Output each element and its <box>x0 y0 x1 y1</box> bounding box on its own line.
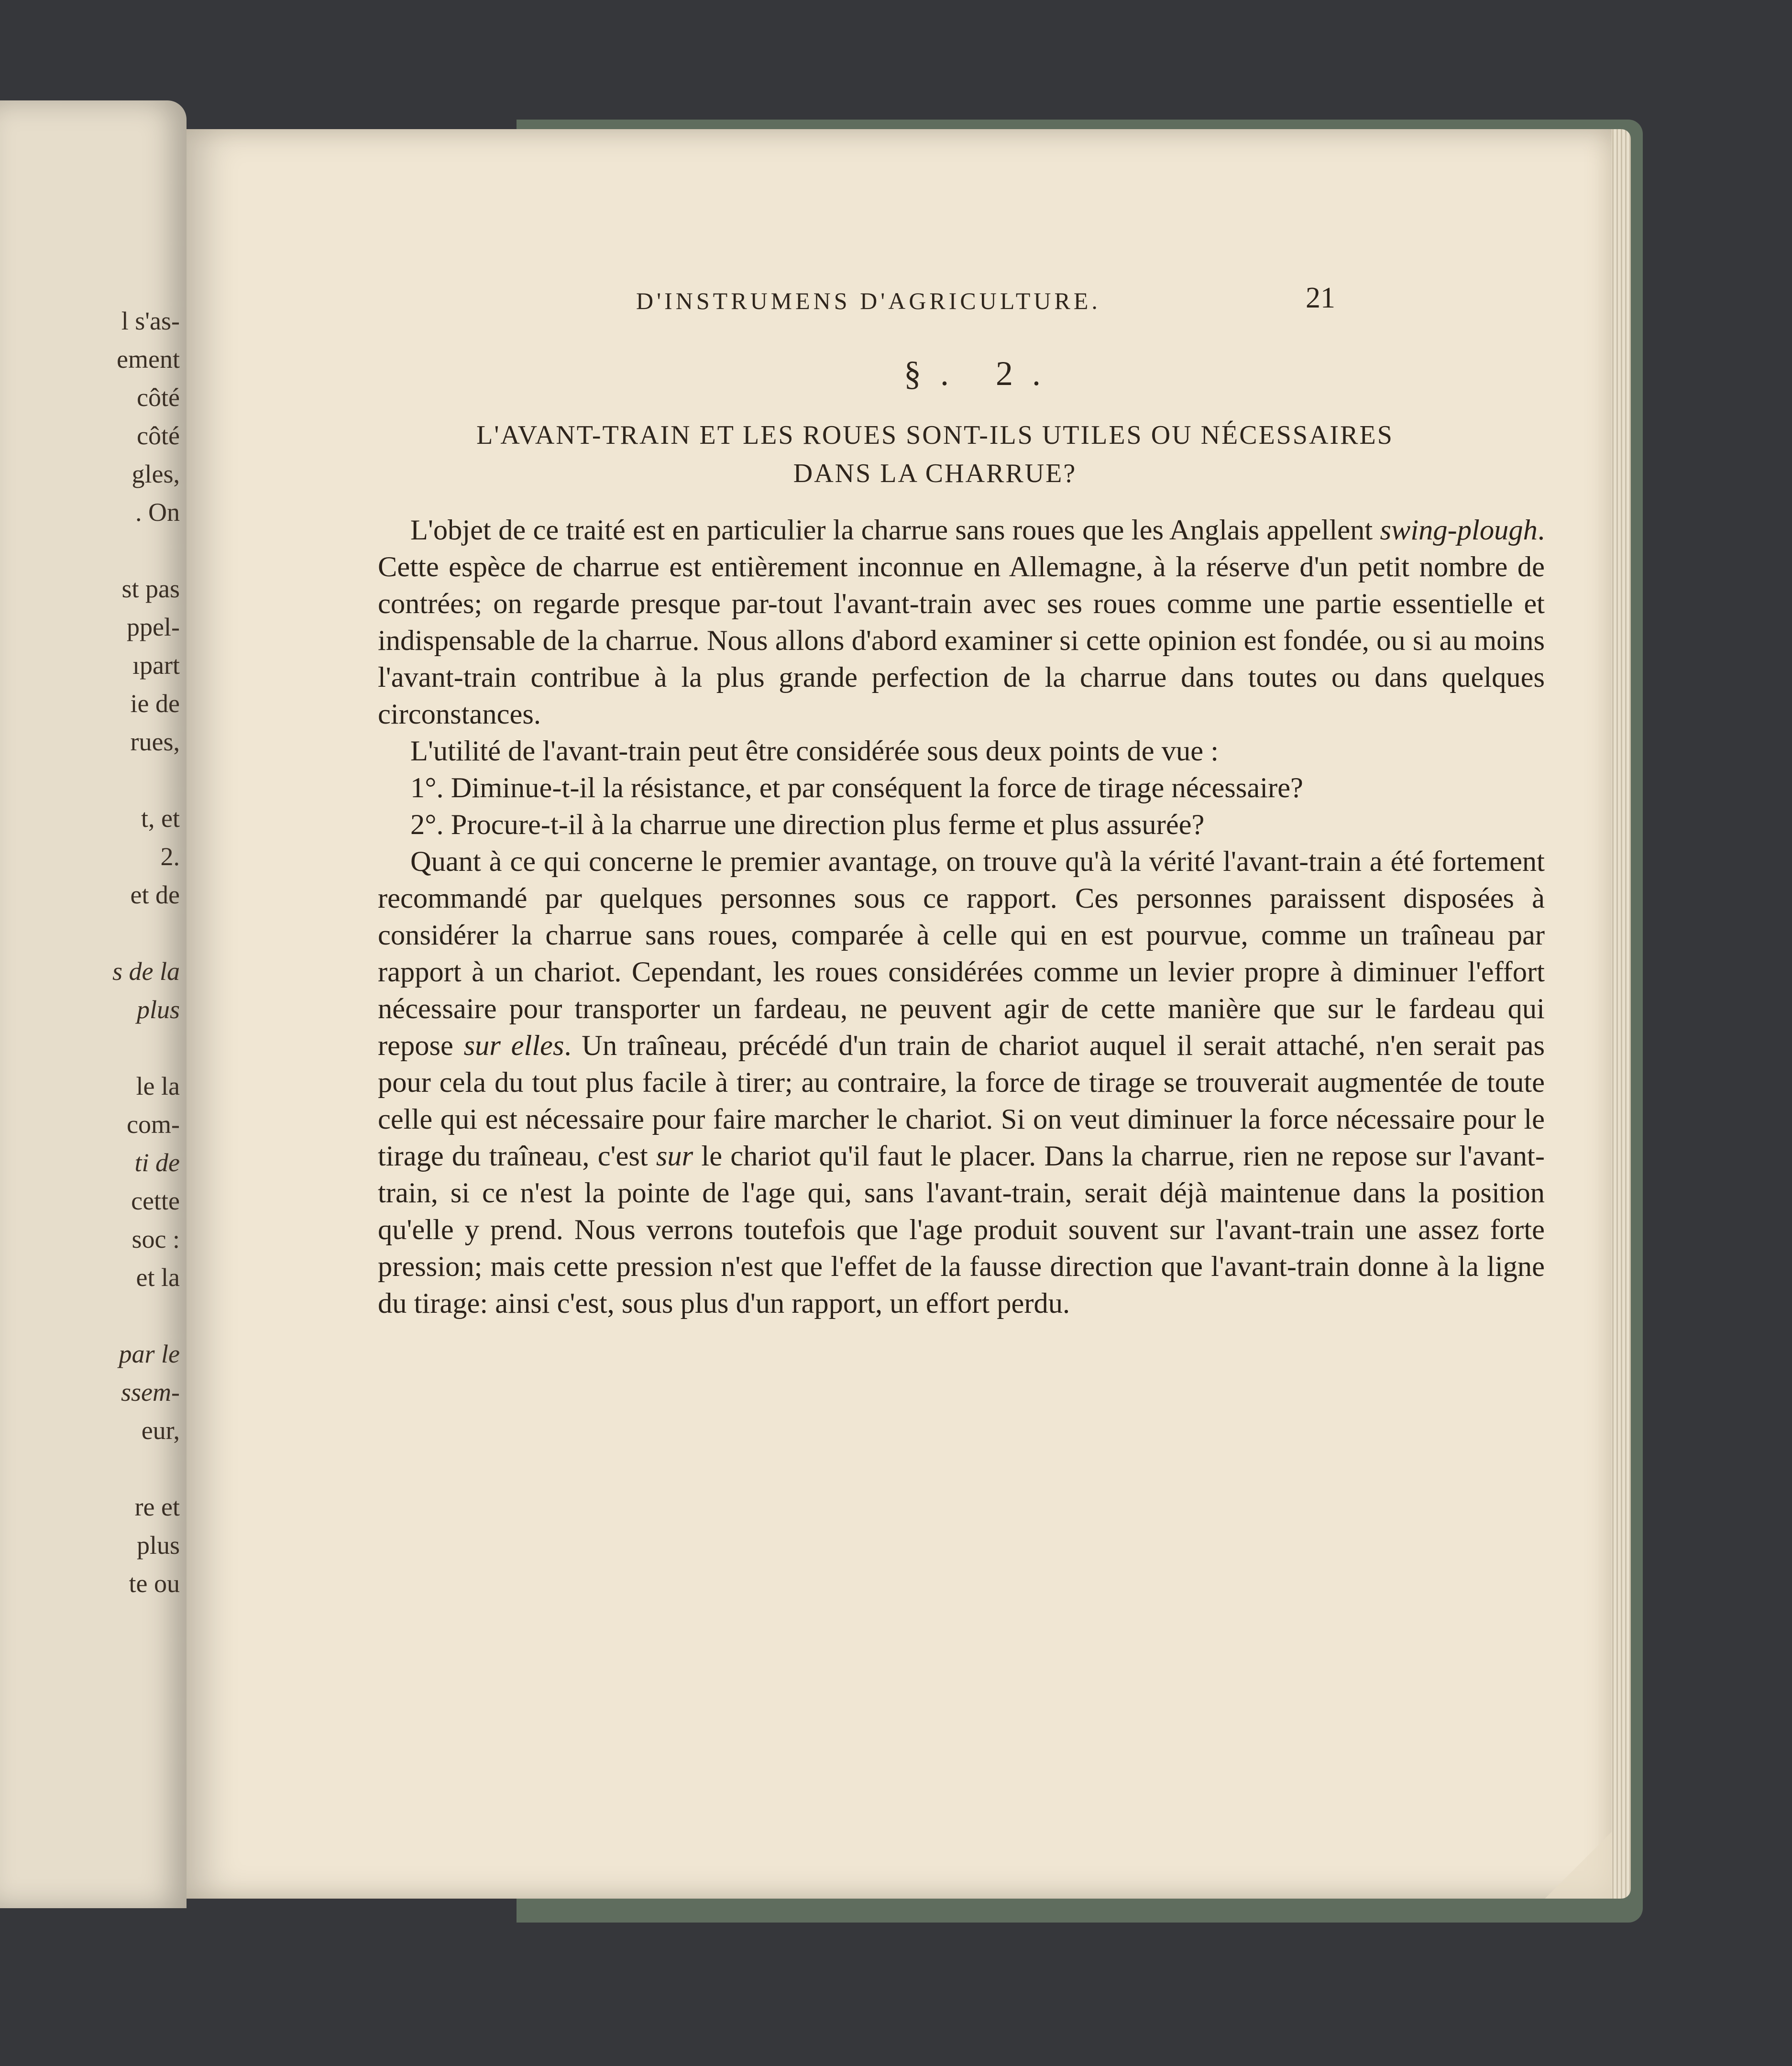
left-page-fragment: le la <box>136 1072 180 1100</box>
italic-phrase: sur elles <box>463 1030 564 1062</box>
italic-term: swing-plough <box>1380 514 1538 546</box>
left-page-fragment: par le <box>119 1340 180 1368</box>
left-page-fragment: côté <box>137 421 180 450</box>
left-page-fragment: ement <box>117 345 180 374</box>
left-page-fragment: te ou <box>129 1569 180 1598</box>
section-title-line-1: L'AVANT-TRAIN ET LES ROUES SONT-ILS UTILES OU NÉCESSAIRES <box>476 420 1394 450</box>
right-page <box>187 129 1612 1899</box>
paragraph-1: L'objet de ce traité est en particulier la charrue sans roues que les Anglais appellent swing-plough. Cette espèce de charrue est entièrement inconnue en Allemagne, à la réserve d'un petit nombre de contrées; on regarde presque par-tout l'avant-train avec ses roues comme une partie essentielle et indispensable de la charrue. Nous allons d'abord examiner si cette opinion est fondée, ou si au moins l'avant-train contribue à la plus grande perfection de la charrue dans toutes ou dans quelques circonstances. <box>378 514 1545 730</box>
paragraph-5: Quant à ce qui concerne le premier avantage, on trouve qu'à la vérité l'avant-train a été fortement recommandé par quelques personnes sous ce rapport. Ces personnes paraissent disposées à considérer la charrue sans roues, comparée à celle qui en est pourvue, comme un traîneau par rapport à un chariot. Cependant, les roues considérées comme un levier propre à diminuer l'effort nécessaire pour transporter un fardeau, ne peuvent agir de cette manière que sur le fardeau qui repose sur elles. Un traîneau, précédé d'un train de chariot auquel il serait attaché, n'en serait pas pour cela du tout plus facile à tirer; au contraire, la force de tirage se trouverait augmentée de toute celle qui est nécessaire pour faire marcher le chariot. Si on veut diminuer la force nécessaire pour le tirage du traîneau, c'est sur le chariot qu'il faut le placer. Dans la charrue, rien ne repose sur l'avant-train, si ce n'est la pointe de l'age qui, sans l'avant-train, serait déjà maintenue dans la position qu'elle y prend. Nous verrons toutefois que l'age produit souvent sur l'avant-train une assez forte pression; mais cette pression n'est que l'effet de la fausse direction que l'avant-train donne à la ligne du tirage: ainsi c'est, sous plus d'un rapport, un effort perdu. <box>378 846 1545 1319</box>
left-page-fragment: s de la <box>112 957 180 986</box>
left-page-fragment: côté <box>137 383 180 412</box>
running-head: D'INSTRUMENS D'AGRICULTURE. <box>636 287 1101 314</box>
body-text <box>378 512 1545 1322</box>
paragraph-4: 2°. Procure-t-il à la charrue une direction plus ferme et plus assurée? <box>410 809 1205 841</box>
left-page-fragment: t, et <box>141 804 180 833</box>
left-page-fragment: ıpart <box>132 651 180 680</box>
section-title <box>373 416 1497 493</box>
left-page-fragment: et de <box>130 880 180 909</box>
left-page-fragment: ppel- <box>127 613 180 641</box>
left-page-fragment: ssem- <box>121 1378 180 1407</box>
left-page-fragment: plus <box>136 995 180 1024</box>
left-page-fragment: rues, <box>130 727 180 756</box>
left-page-fragment: l s'as- <box>121 307 180 335</box>
left-page-fragment: ie de <box>130 689 180 718</box>
italic-word: sur <box>656 1140 693 1172</box>
page-corner-fold <box>1545 1832 1612 1899</box>
left-page-fragment: 2. <box>160 842 180 871</box>
facing-left-page <box>0 100 187 1908</box>
left-page-fragment: st pas <box>121 574 180 603</box>
left-page-fragment: plus <box>136 1531 180 1560</box>
left-page-fragment: re et <box>134 1493 180 1521</box>
paragraph-2: L'utilité de l'avant-train peut être considérée sous deux points de vue : <box>410 735 1219 767</box>
section-title-line-2: DANS LA CHARRUE? <box>793 459 1077 488</box>
paragraph-3: 1°. Diminue-t-il la résistance, et par conséquent la force de tirage nécessaire? <box>410 772 1303 804</box>
left-page-fragment: et la <box>136 1263 180 1292</box>
left-page-fragment: gles, <box>132 460 180 488</box>
left-page-fragment: ti de <box>134 1148 180 1177</box>
left-page-fragment: com- <box>127 1110 180 1139</box>
page-number: 21 <box>1306 282 1335 314</box>
left-page-fragment: cette <box>131 1187 180 1215</box>
section-mark: §. 2. <box>904 354 1060 393</box>
left-page-fragment: soc : <box>132 1225 180 1253</box>
left-page-fragment: eur, <box>141 1416 180 1445</box>
left-page-fragment: . On <box>135 498 180 527</box>
